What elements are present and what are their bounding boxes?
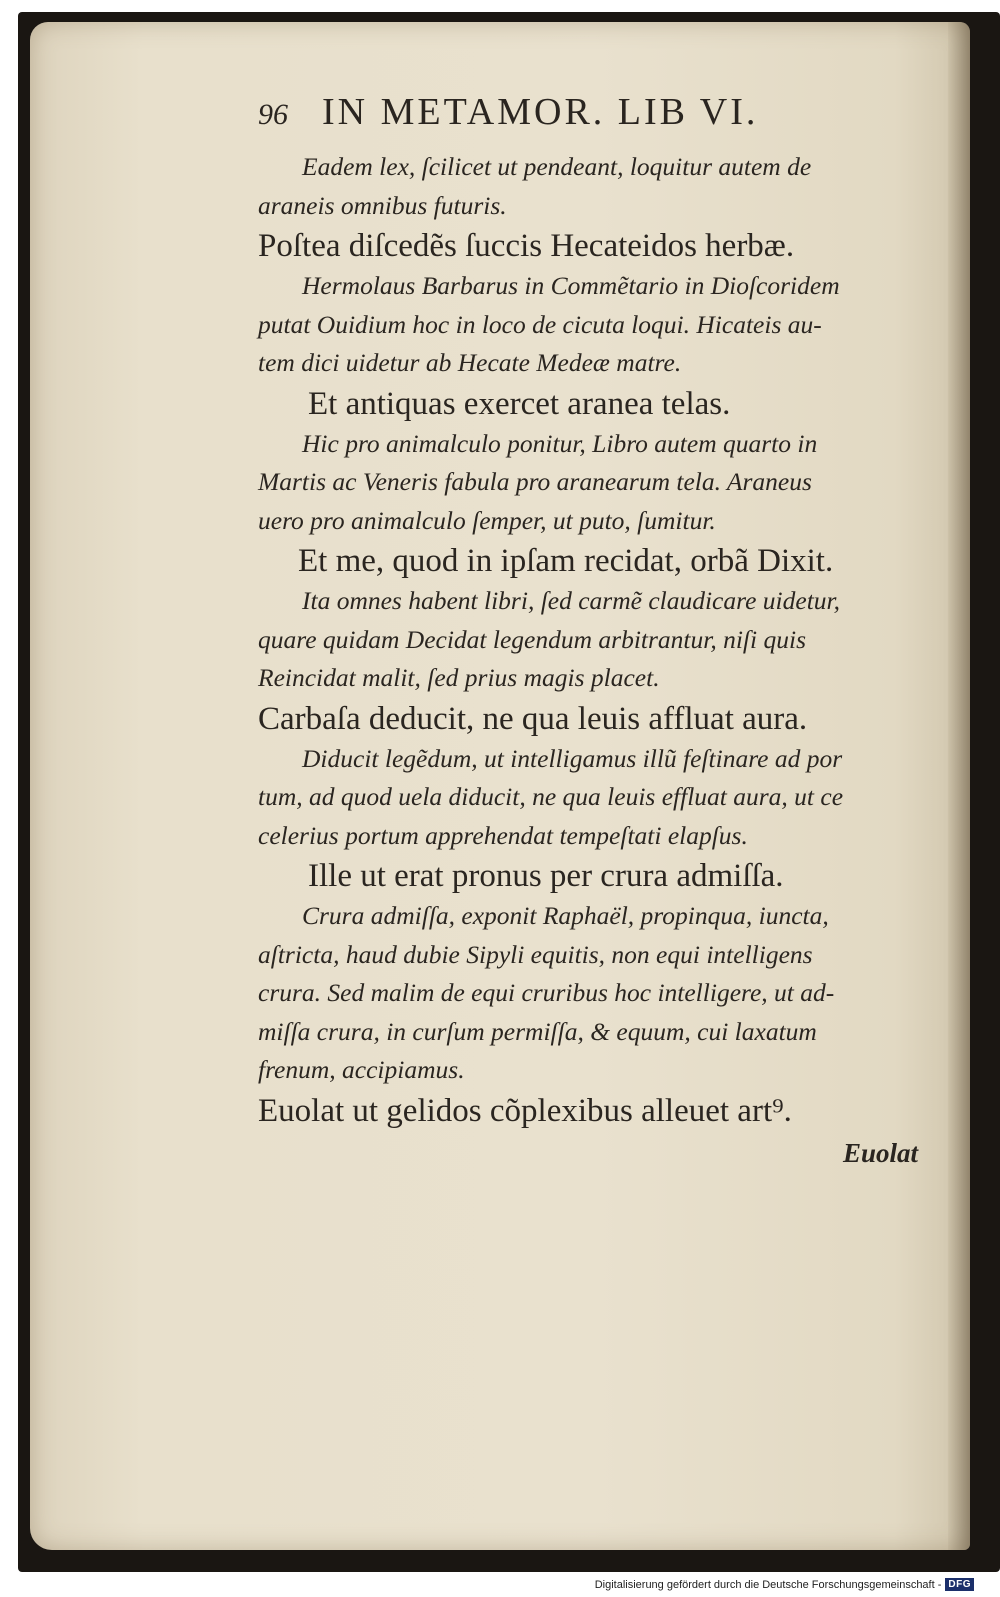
- verse-line: Euolat ut gelidos cõplexibus alleuet art⁹.: [258, 1092, 792, 1129]
- verse-line: Ille ut erat pronus per crura admiſſa.: [308, 858, 784, 894]
- commentary-line: putat Ouidium hoc in loco de cicuta loqui. Hicateis au-: [258, 309, 822, 339]
- commentary-line: miſſa crura, in curſum permiſſa, & equum, cui laxatum: [258, 1016, 817, 1046]
- running-head: [258, 90, 938, 148]
- catchword: Euolat: [842, 1137, 918, 1168]
- commentary-line: celerius portum apprehendat tempeſtati elapſus.: [258, 820, 748, 850]
- credit-text: Digitalisierung gefördert durch die Deutsche Forschungsgemeinschaft -: [594, 1578, 942, 1591]
- page-edge-shadow: [948, 22, 970, 1550]
- commentary-line: quare quidam Decidat legendum arbitrantur, niſi quis: [258, 624, 806, 654]
- text-block: [258, 90, 938, 1174]
- verse-line: Et me, quod in ipſam recidat, orbã Dixit.: [298, 543, 834, 579]
- commentary-line: Eadem lex, ſcilicet ut pendeant, loquitur autem de: [302, 152, 812, 181]
- verse-line: Poſtea diſcedẽs ſuccis Hecateidos herbæ.: [258, 228, 795, 264]
- commentary-line: araneis omnibus futuris.: [258, 190, 507, 220]
- commentary-line: tem dici uidetur ab Hecate Medeæ matre.: [258, 348, 682, 377]
- book-page: [30, 22, 970, 1550]
- commentary-line: Martis ac Veneris fabula pro aranearum tela. Araneus: [258, 467, 812, 496]
- commentary-line: frenum, accipiamus.: [258, 1055, 465, 1084]
- commentary-line: Ita omnes habent libri, ſed carmẽ claudicare uidetur,: [302, 586, 841, 615]
- commentary-line: Diducit legẽdum, ut intelligamus illũ feſtinare ad por: [302, 743, 843, 773]
- commentary-line: Reincidat malit, ſed prius magis placet.: [258, 663, 660, 692]
- verse-line: Carbaſa deducit, ne qua leuis affluat aura.: [258, 700, 808, 737]
- commentary-line: tum, ad quod uela diducit, ne qua leuis effluat aura, ut ce: [258, 782, 844, 811]
- commentary-line: aſtricta, haud dubie Sipyli equitis, non equi intelligens: [258, 939, 813, 969]
- text-lines: [258, 148, 938, 1132]
- running-title: IN METAMOR. LIB VI.: [322, 91, 759, 133]
- commentary-line: Hermolaus Barbarus in Commẽtario in Dioſcoridem: [302, 271, 840, 300]
- verse-line: Et antiquas exercet aranea telas.: [308, 385, 731, 422]
- dfg-logo: DFG: [945, 1578, 974, 1591]
- footer-credit: [595, 1578, 974, 1591]
- commentary-line: uero pro animalculo ſemper, ut puto, ſumitur.: [258, 505, 716, 535]
- commentary-line: crura. Sed malim de equi cruribus hoc intelligere, ut ad-: [258, 978, 835, 1007]
- commentary-line: Hic pro animalculo ponitur, Libro autem quarto in: [302, 428, 818, 458]
- commentary-line: Crura admiſſa, exponit Raphaël, propinqua, iuncta,: [302, 901, 829, 930]
- page-number: 96: [258, 98, 288, 131]
